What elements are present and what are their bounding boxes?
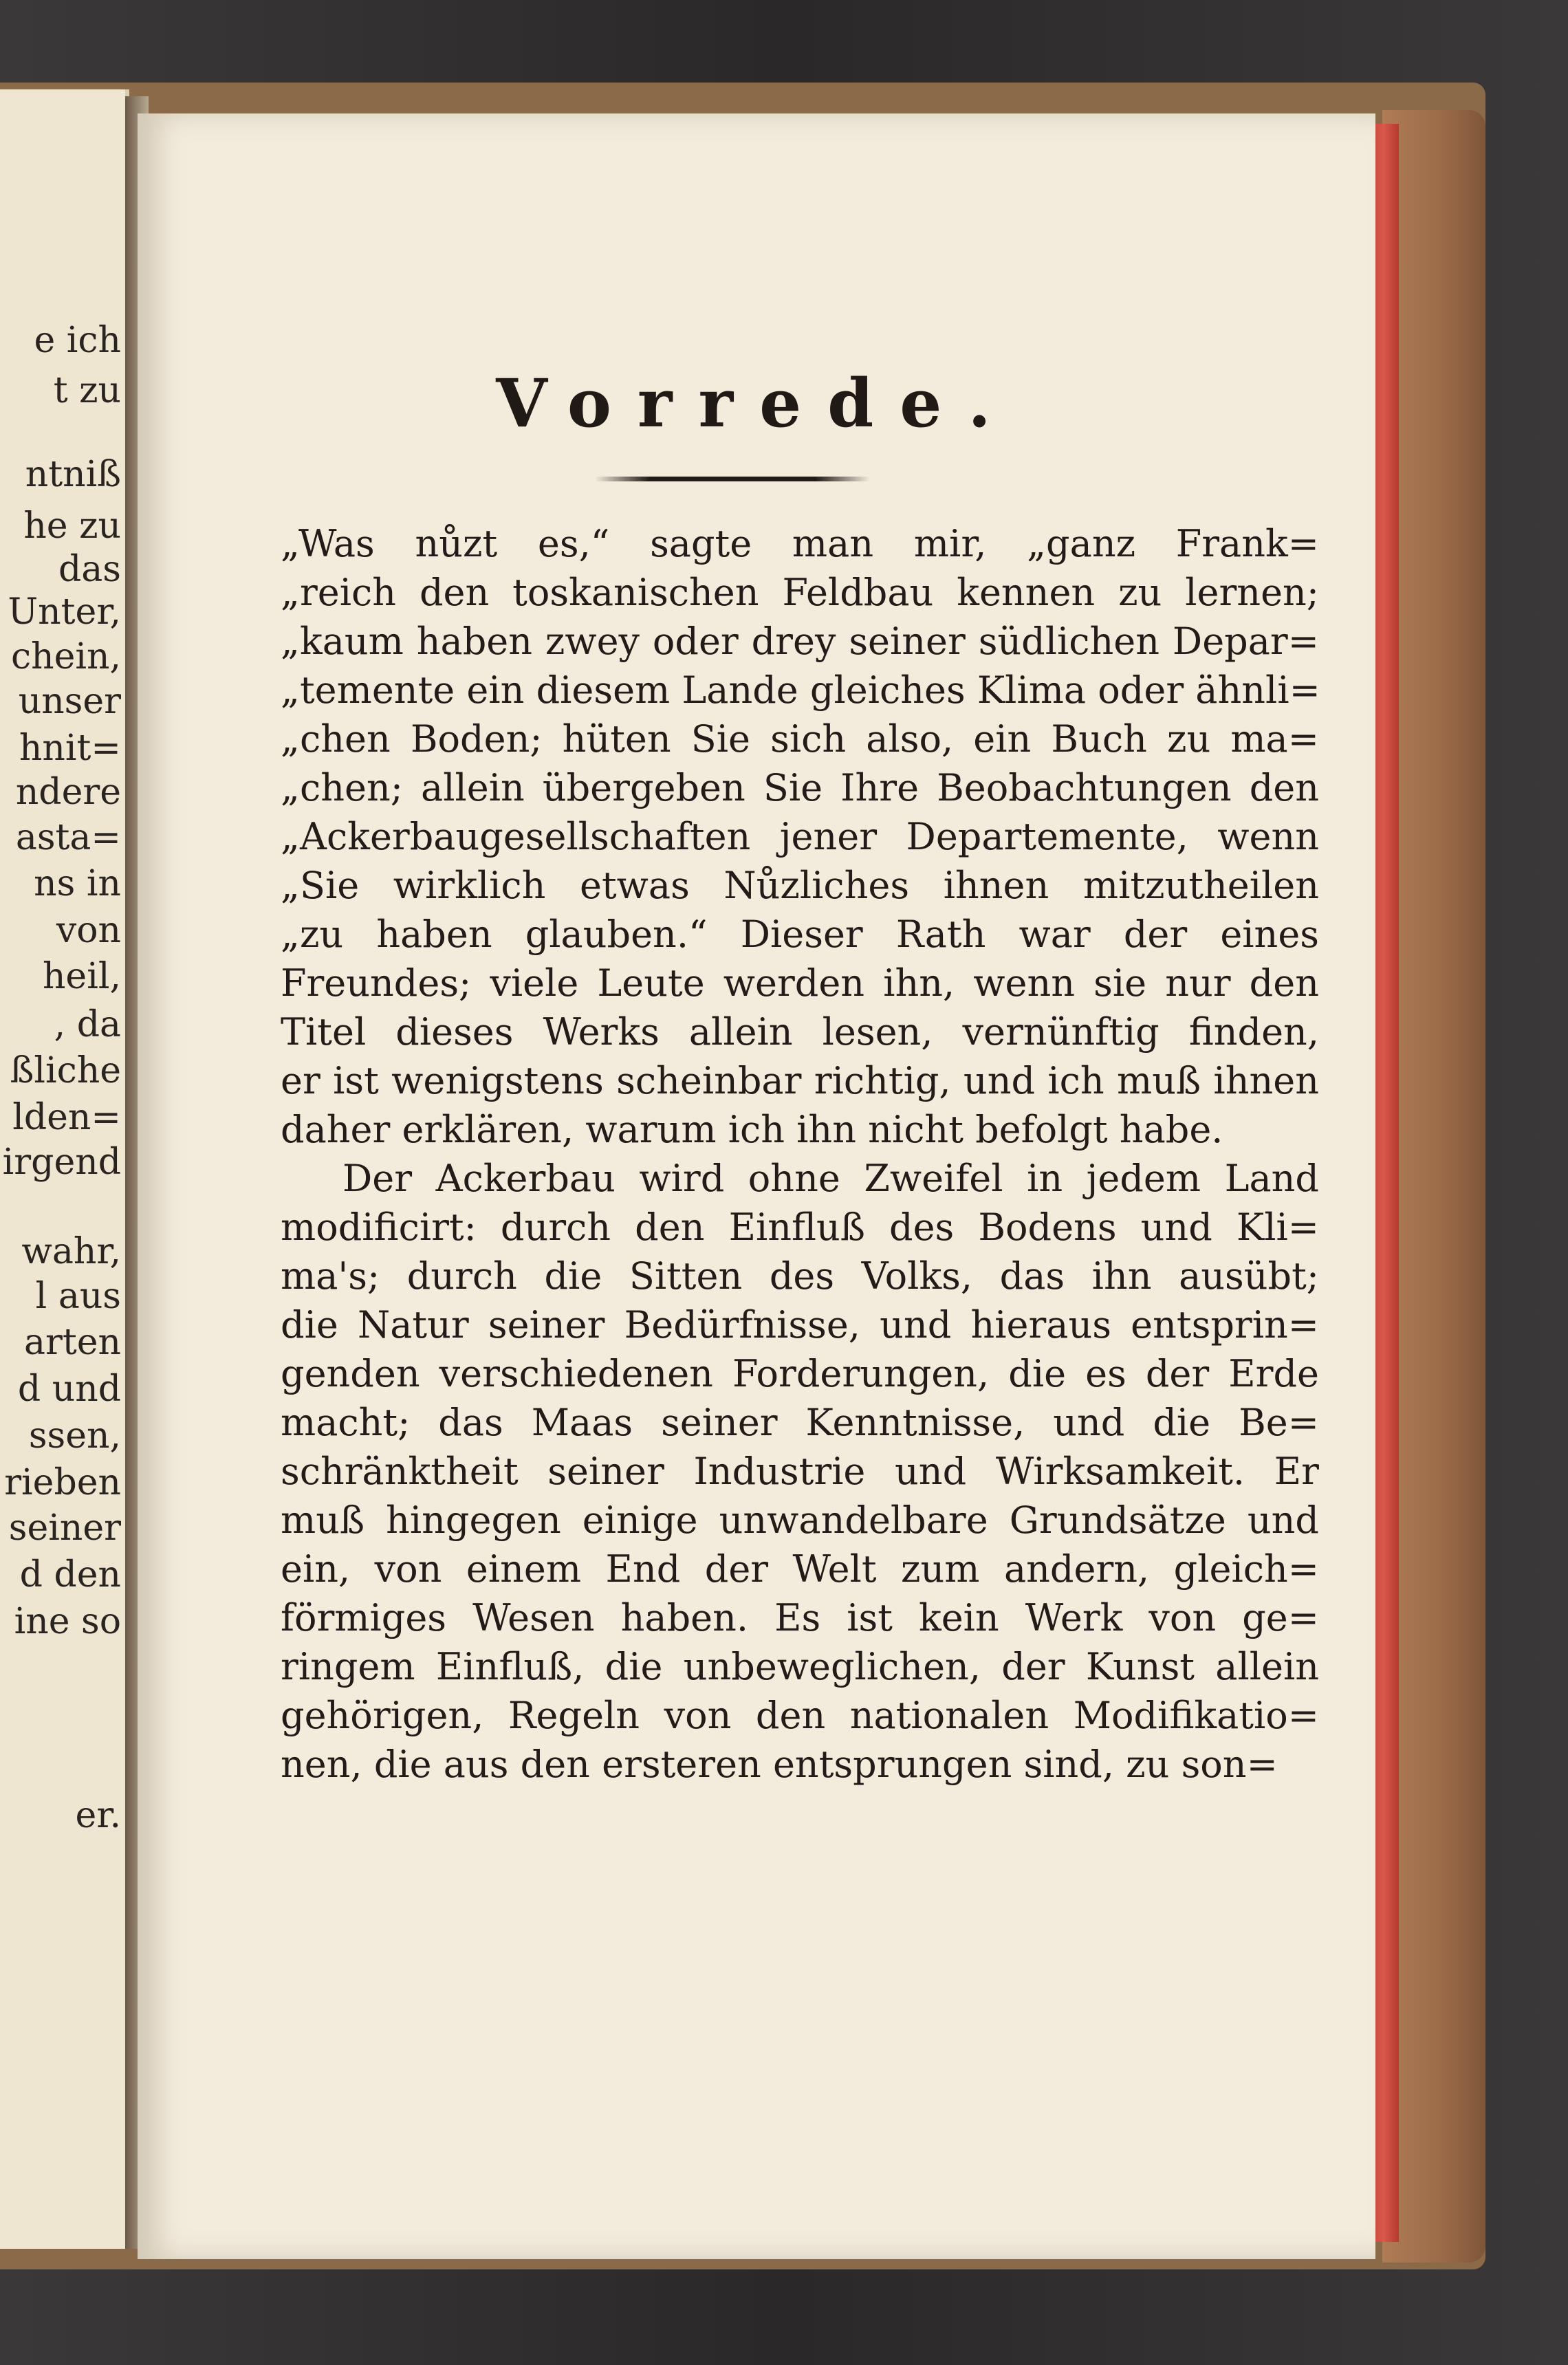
left-page-fragment: rieben	[4, 1462, 121, 1503]
text-line: macht; das Maas seiner Kenntnisse, und die Be=	[281, 1401, 1319, 1444]
text-line: genden verschiedenen Forderungen, die es der Erde	[281, 1352, 1319, 1395]
text-line: „kaum haben zwey oder drey seiner südlichen Depar=	[281, 620, 1319, 663]
left-page-fragment: e ich	[34, 320, 121, 361]
left-page-fragment: ntniß	[25, 454, 121, 495]
left-page-fragment: ine so	[14, 1601, 121, 1642]
left-page-fragment: heil,	[42, 956, 121, 997]
left-page-fragment: ssen,	[28, 1415, 121, 1457]
text-line: er ist wenigstens scheinbar richtig, und ich muß ihnen	[281, 1059, 1319, 1102]
text-line: ma's; durch die Sitten des Volks, das ihn ausübt;	[281, 1254, 1319, 1298]
text-line: „zu haben glauben.“ Dieser Rath war der eines	[281, 913, 1319, 956]
left-page-fragment: chein,	[10, 636, 121, 677]
text-line: modificirt: durch den Einfluß des Bodens und Kli=	[281, 1206, 1319, 1249]
body-text	[281, 519, 1319, 1789]
left-page-fragment: ßliche	[10, 1050, 121, 1091]
left-page-fragment: asta=	[15, 817, 121, 858]
left-page-fragment: wahr,	[21, 1231, 121, 1272]
left-page-fragment: d den	[19, 1554, 121, 1595]
text-line: „Ackerbaugesellschaften jener Departemente, wenn	[281, 815, 1319, 858]
text-line: „chen; allein übergeben Sie Ihre Beobachtungen den	[281, 766, 1319, 809]
left-page-fragment: er.	[75, 1795, 121, 1836]
left-page-fragment: das	[58, 549, 121, 590]
left-page	[0, 89, 129, 2249]
left-page-fragment: seiner	[8, 1507, 121, 1549]
left-page-fragment: von	[56, 910, 121, 951]
left-page-fragment: unser	[18, 681, 121, 722]
page-title: Vorrede.	[496, 364, 1017, 442]
text-line: nen, die aus den ersteren entsprungen sind, zu son=	[281, 1743, 1278, 1786]
text-line: schränktheit seiner Industrie und Wirksamkeit. Er	[281, 1450, 1319, 1493]
left-page-fragment: t zu	[53, 370, 121, 411]
text-line: muß hingegen einige unwandelbare Grundsätze und	[281, 1498, 1319, 1542]
left-page-fragment: arten	[23, 1322, 121, 1363]
left-page-fragment: l aus	[35, 1276, 121, 1317]
left-page-fragment: d und	[17, 1369, 121, 1410]
left-page-fragment: he zu	[23, 505, 121, 547]
text-line: daher erklären, warum ich ihn nicht befolgt habe.	[281, 1108, 1223, 1151]
left-page-fragment: hnit=	[19, 728, 121, 769]
left-page-fragment: , da	[54, 1004, 121, 1045]
right-page	[138, 113, 1375, 2259]
text-line: gehörigen, Regeln von den nationalen Modifikatio=	[281, 1694, 1319, 1737]
text-line: „Sie wirklich etwas Nůzliches ihnen mitzutheilen	[281, 864, 1319, 907]
text-line: Freundes; viele Leute werden ihn, wenn sie nur den	[281, 961, 1319, 1005]
left-page-fragment: lden=	[12, 1097, 121, 1138]
title-rule	[595, 477, 870, 481]
left-page-fragment: Unter,	[8, 591, 121, 633]
left-page-fragment: ndere	[15, 772, 121, 813]
left-page-fragment: ns in	[34, 863, 121, 904]
text-line: ein, von einem End der Welt zum andern, gleich=	[281, 1547, 1319, 1591]
text-line: „temente ein diesem Lande gleiches Klima oder ähnli=	[281, 668, 1320, 712]
left-page-fragment: irgend	[2, 1142, 121, 1183]
text-line: „chen Boden; hüten Sie sich also, ein Buch zu ma=	[281, 717, 1319, 761]
text-line: ringem Einfluß, die unbeweglichen, der Kunst allein	[281, 1645, 1319, 1688]
text-line: förmiges Wesen haben. Es ist kein Werk von ge=	[281, 1596, 1319, 1639]
text-line: Titel dieses Werks allein lesen, vernünftig finden,	[281, 1010, 1319, 1054]
text-line: Der Ackerbau wird ohne Zweifel in jedem Land	[342, 1157, 1319, 1200]
text-line: „reich den toskanischen Feldbau kennen zu lernen;	[281, 571, 1319, 614]
text-line: die Natur seiner Bedürfnisse, und hieraus entsprin=	[281, 1303, 1319, 1347]
text-line: „Was nůzt es,“ sagte man mir, „ganz Frank=	[281, 522, 1319, 565]
